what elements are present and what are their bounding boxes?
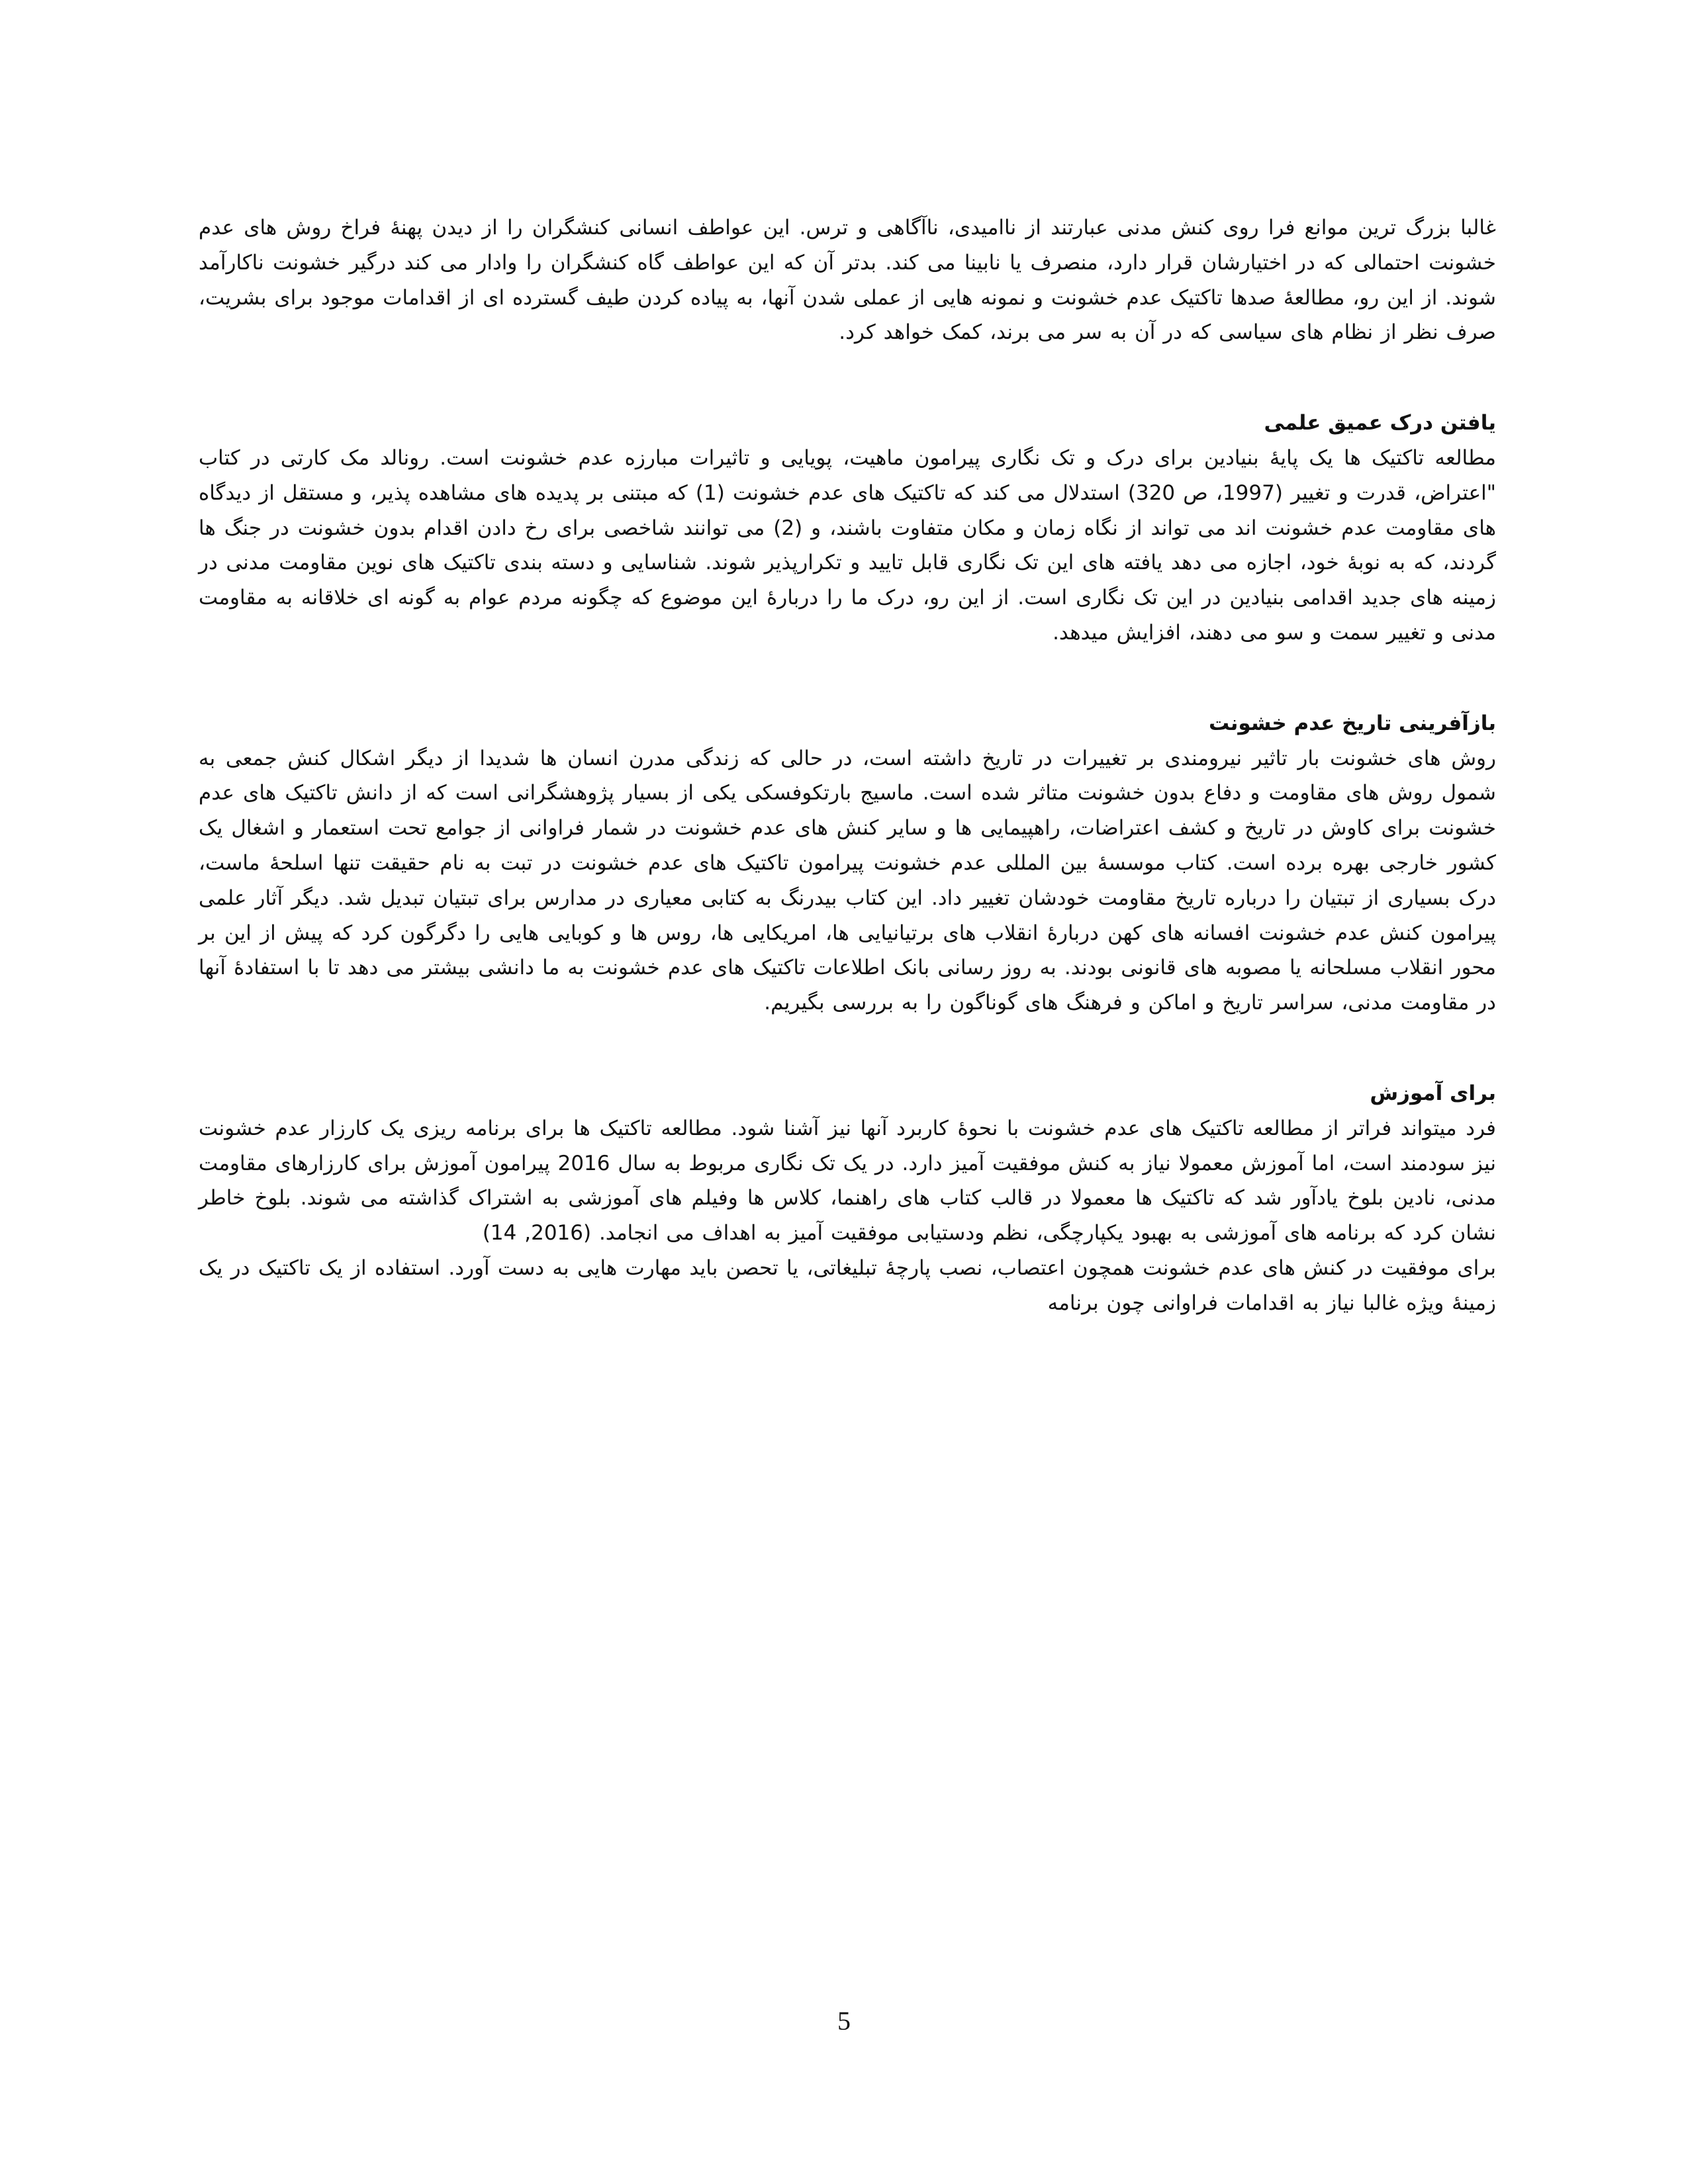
section-paragraph: روش های خشونت بار تاثیر نیرومندی بر تغییرات در تاریخ داشته است، در حالی که زندگی مدرن انسان ها شدیدا از دیگر اشکال کنش جمعی به شمول روش های مقاومت و دفاع بدون خشونت متاثر شده است. ماسیج بارتکوفسکی یکی از بسیار پژوهشگرانی است که از دانش تاکتیک های عدم خشونت برای کاوش در تاریخ و کشف اعتراضات، راهپیمایی ها و سایر کنش های عدم خشونت در شمار فراوانی از جوامع تحت استعمار و اشغال یک کشور خارجی بهره برده است. کتاب موسسهٔ بین المللی عدم خشونت پیرامون تاکتیک های عدم خشونت در تبت به نام حقیقت تنها اسلحهٔ ماست، درک بسیاری از تبتیان را درباره تاریخ مقاومت خودشان تغییر داد. این کتاب بیدرنگ به کتابی معیاری در مدارس برای تبتیان تبدیل شد. دیگر آثار علمی پیرامون کنش عدم خشونت افسانه های کهن دربارهٔ انقلاب های برتیانیایی ها، امریکایی ها، روس ها و کوبایی هایی را دگرگون کرد که پیش از این بر محور انقلاب مسلحانه یا مصوبه های قانونی بودند. به روز رسانی بانک اطلاعات تاکتیک های عدم خشونت به ما دانشی بیشتر می دهد تا با استفادهٔ آنها در مقاومت مدنی، سراسر تاریخ و اماکن و فرهنگ های گوناگون را به بررسی بگیریم. — [199, 746, 1496, 1015]
section-paragraph: فرد میتواند فراتر از مطالعه تاکتیک های عدم خشونت با نحوهٔ کاربرد آنها نیز آشنا شود. مطالعه تاکتیک ها برای برنامه ریزی یک کارزار عدم خشونت نیز سودمند است، اما آموزش معمولا نیاز به کنش موفقیت آمیز دارد. در یک تک نگاری مربوط به سال 2016 پیرامون آموزش برای کارزارهای مقاومت مدنی، نادین بلوخ یادآور شد که تاکتیک ها معمولا در قالب کتاب های راهنما، کلاس ها وفیلم های آموزشی به اشتراک گذاشته می شوند. بلوخ خاطر نشان کرد که برنامه های آموزشی به بهبود یکپارچگی، نظم ودستیابی موفقیت آمیز به اهداف می انجامد. (2016, 14) — [199, 1116, 1496, 1246]
intro-paragraph: غالبا بزرگ ترین موانع فرا روی کنش مدنی عبارتند از ناامیدی، ناآگاهی و ترس. این عواطف انسانی کنشگران را از دیدن پهنهٔ فراخ روش های عدم خشونت احتمالی که در اختیارشان قرار دارد، منصرف یا نابینا می کند. بدتر آن که این عواطف گاه کنشگران را وادار می کند درگیر خشونت ناکارآمد شوند. از این رو، مطالعهٔ صدها تاکتیک عدم خشونت و نمونه هایی از عملی شدن آنها، به پیاده کردن طیف گسترده ای از اقدامات موجود برای بشریت، صرف نظر از نظام های سیاسی که در آن به سر می برند، کمک خواهد کرد. — [199, 216, 1496, 345]
section-gap — [199, 651, 1496, 706]
section-paragraph: مطالعه تاکتیک ها یک پایهٔ بنیادین برای درک و تک نگاری پیرامون ماهیت، پویایی و تاثیرات مبارزه عدم خشونت است. رونالد مک کارتی در کتاب "اعتراض، قدرت و تغییر (1997، ص 320) استدلال می کند که تاکتیک های عدم خشونت (1) که مبتنی بر پدیده های مشاهده پذیر، و مستقل از دیدگاه های مقاومت عدم خشونت اند می تواند از نگاه زمان و مکان متفاوت باشند، و (2) می توانند شاخصی برای رخ دادن اقدام بدون خشونت در جنگ ها گردند، که به نوبهٔ خود، اجازه می دهد یافته های این تک نگاری قابل تایید و تکرارپذیر شوند. شناسایی و دسته بندی تاکتیک های نوین مقاومت مدنی در زمینه های جدید اقدامی بنیادین در این تک نگاری است. از این رو، درک ما را دربارهٔ این موضوع که چگونه مردم عوام به گونه ای خلاقانه به مقاومت مدنی و تغییر سمت و سو می دهند، افزایش میدهد. — [199, 445, 1497, 645]
section-gap — [199, 1021, 1496, 1076]
section-heading: یافتن درک عمیق علمی — [1264, 411, 1496, 435]
section-heading: بازآفرینی تاریخ عدم خشونت — [1208, 711, 1496, 735]
section-paragraph: برای موفقیت در کنش های عدم خشونت همچون اعتصاب، نصب پارچهٔ تبلیغاتی، یا تحصن باید مهارت هایی به دست آورد. استفاده از یک تاکتیک در یک زمینهٔ ویژه غالبا نیاز به اقدامات فراوانی چون برنامه — [199, 1255, 1496, 1315]
section-gap — [199, 350, 1496, 406]
page-number: 5 — [837, 2006, 851, 2036]
section-heading: برای آموزش — [1370, 1081, 1496, 1105]
document-body — [199, 210, 1496, 1321]
section-history-nonviolence — [199, 706, 1496, 1021]
section-training — [199, 1076, 1496, 1321]
section-scientific-understanding — [199, 406, 1496, 651]
